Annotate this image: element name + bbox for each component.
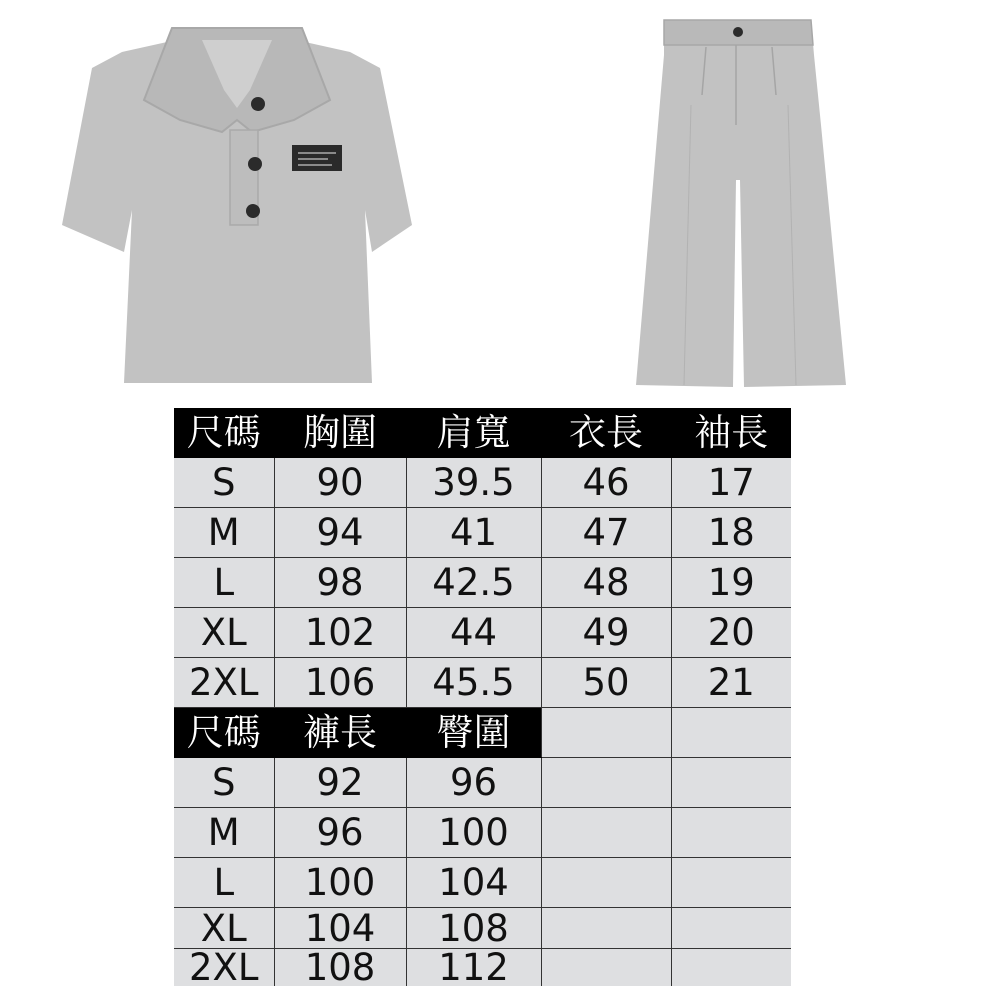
pants-size-row xyxy=(174,858,791,908)
empty-cell xyxy=(541,908,671,949)
chest-cell: 98 xyxy=(274,558,406,608)
wide-leg-pants-image xyxy=(636,15,846,387)
size-cell: M xyxy=(174,808,274,858)
pants-button xyxy=(733,27,743,37)
header-size: 尺碼 xyxy=(174,708,274,758)
hip-cell: 112 xyxy=(406,949,541,987)
hip-cell: 96 xyxy=(406,758,541,808)
length-cell: 50 xyxy=(541,658,671,708)
shoulder-cell: 44 xyxy=(406,608,541,658)
size-cell: S xyxy=(174,758,274,808)
pants-size-row xyxy=(174,908,791,949)
size-cell: XL xyxy=(174,908,274,949)
size-cell: 2XL xyxy=(174,949,274,987)
pants-body xyxy=(636,20,846,387)
length-cell: 49 xyxy=(541,608,671,658)
shoulder-cell: 45.5 xyxy=(406,658,541,708)
size-cell: XL xyxy=(174,608,274,658)
pants-length-cell: 96 xyxy=(274,808,406,858)
top-size-row xyxy=(174,508,791,558)
header-size: 尺碼 xyxy=(174,408,274,458)
header-length: 衣長 xyxy=(541,408,671,458)
length-cell: 47 xyxy=(541,508,671,558)
size-cell: L xyxy=(174,558,274,608)
pants-size-row xyxy=(174,808,791,858)
sleeve-cell: 20 xyxy=(671,608,791,658)
size-cell: 2XL xyxy=(174,658,274,708)
size-chart-table xyxy=(174,408,791,986)
shirt-button-2 xyxy=(248,157,262,171)
header-shoulder: 肩寬 xyxy=(406,408,541,458)
header-pants-length: 褲長 xyxy=(274,708,406,758)
size-cell: S xyxy=(174,458,274,508)
empty-cell xyxy=(541,858,671,908)
size-cell: L xyxy=(174,858,274,908)
shoulder-cell: 41 xyxy=(406,508,541,558)
empty-cell xyxy=(671,708,791,758)
empty-cell xyxy=(541,708,671,758)
top-size-header-row xyxy=(174,408,791,458)
header-sleeve: 袖長 xyxy=(671,408,791,458)
sleeve-cell: 19 xyxy=(671,558,791,608)
pants-length-cell: 100 xyxy=(274,858,406,908)
empty-cell xyxy=(671,858,791,908)
length-cell: 48 xyxy=(541,558,671,608)
chest-cell: 106 xyxy=(274,658,406,708)
header-hip: 臀圍 xyxy=(406,708,541,758)
size-cell: M xyxy=(174,508,274,558)
top-size-row xyxy=(174,558,791,608)
hip-cell: 108 xyxy=(406,908,541,949)
empty-cell xyxy=(671,949,791,987)
empty-cell xyxy=(541,949,671,987)
pants-size-header-row xyxy=(174,708,791,758)
header-chest: 胸圍 xyxy=(274,408,406,458)
empty-cell xyxy=(671,758,791,808)
top-size-row xyxy=(174,658,791,708)
pants-length-cell: 108 xyxy=(274,949,406,987)
shirt-button-3 xyxy=(246,204,260,218)
length-cell: 46 xyxy=(541,458,671,508)
pants-size-row xyxy=(174,949,791,987)
sleeve-cell: 18 xyxy=(671,508,791,558)
empty-cell xyxy=(671,808,791,858)
top-size-row xyxy=(174,608,791,658)
hip-cell: 104 xyxy=(406,858,541,908)
shoulder-cell: 42.5 xyxy=(406,558,541,608)
sleeve-cell: 17 xyxy=(671,458,791,508)
empty-cell xyxy=(541,758,671,808)
chest-cell: 90 xyxy=(274,458,406,508)
empty-cell xyxy=(541,808,671,858)
pants-length-cell: 104 xyxy=(274,908,406,949)
polo-shirt-image xyxy=(62,20,412,385)
chest-cell: 94 xyxy=(274,508,406,558)
shirt-button-1 xyxy=(251,97,265,111)
pants-size-row xyxy=(174,758,791,808)
shoulder-cell: 39.5 xyxy=(406,458,541,508)
empty-cell xyxy=(671,908,791,949)
sleeve-cell: 21 xyxy=(671,658,791,708)
chest-cell: 102 xyxy=(274,608,406,658)
pants-length-cell: 92 xyxy=(274,758,406,808)
hip-cell: 100 xyxy=(406,808,541,858)
top-size-row xyxy=(174,458,791,508)
